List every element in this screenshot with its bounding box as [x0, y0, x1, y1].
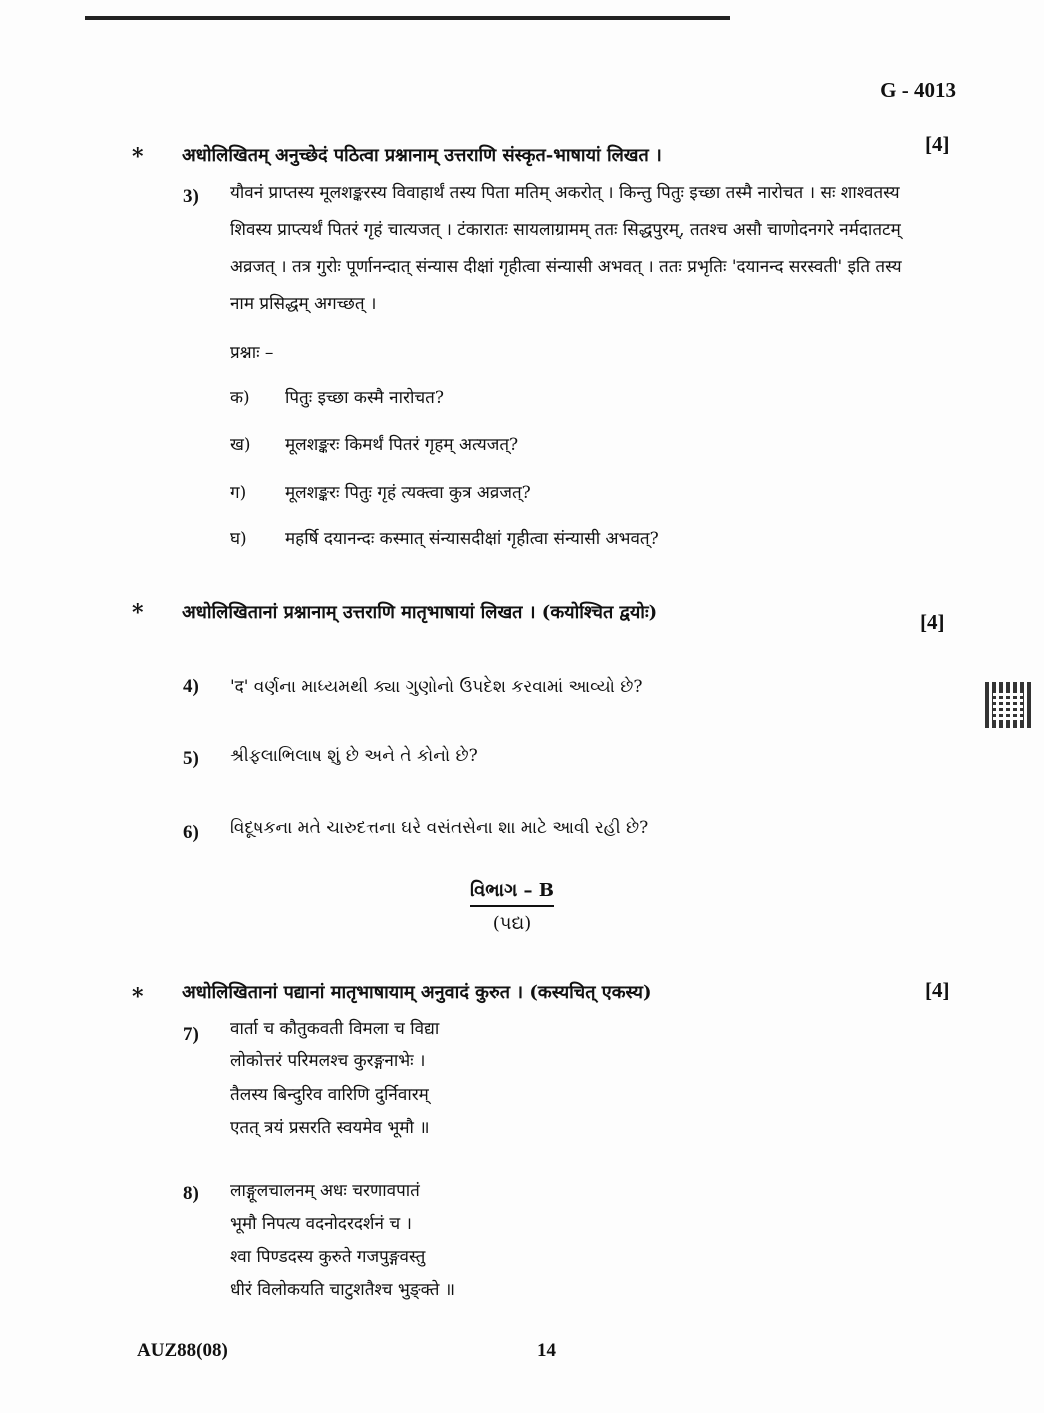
question-number: 6) [183, 822, 199, 843]
qr-code [985, 682, 1031, 728]
verse-line: श्वा पिण्डदस्य कुरुते गजपुङ्गवस्तु [230, 1247, 426, 1267]
question: 'द' વર્ણના માધ્યમથી ક્યા ગુણોનો ઉપદેશ કરવામાં આવ્યો છે? [230, 677, 643, 697]
verse-line: भूमौ निपत्य वदनोदरदर्शनं च । [230, 1214, 412, 1234]
top-rule [85, 16, 730, 20]
instruction: अधोलिखितानां प्रश्नानाम् उत्तराणि मातृभाषायां लिखत । (कयोश्चित द्वयोः) [182, 602, 658, 623]
question-number: 4) [183, 676, 199, 697]
marks: [4] [925, 978, 950, 1002]
subquestion-label: घ) [230, 529, 247, 549]
bullet-star: * [132, 984, 144, 1010]
instruction: अधोलिखितानां पद्यानां मातृभाषायाम् अनुवादं कुरुत । (कस्यचित् एकस्य) [182, 982, 652, 1003]
verse-line: एतत् त्रयं प्रसरति स्वयमेव भूमौ ॥ [230, 1118, 430, 1138]
marks: [4] [920, 610, 945, 634]
subquestion-label: क) [230, 388, 250, 408]
verse-line: लाङ्गूलचालनम् अधः चरणावपातं [230, 1181, 420, 1201]
verse-line: वार्ता च कौतुकवती विमला च विद्या [230, 1019, 440, 1039]
question: વિદૂષકના મતે ચારુદત્તના ઘરે વસંતસેના શા માટે આવી રહી છે? [230, 818, 649, 838]
subquestion: मूलशङ्करः किमर्थं पितरं गृहम् अत्यजत्? [285, 435, 519, 455]
paper-code: G - 4013 [880, 78, 956, 102]
instruction: अधोलिखितम् अनुच्छेदं पठित्वा प्रश्नानाम् उत्तराणि संस्कृत-भाषायां लिखत । [182, 145, 662, 166]
subquestion-label: ख) [230, 435, 251, 455]
section-title: વિભાગ – B [470, 880, 554, 907]
passage: यौवनं प्राप्तस्य मूलशङ्करस्य विवाहार्थं तस्य पिता मतिम् अकरोत् । किन्तु पितुः इच्छा तस्मै नारोचत । सः शाश्वतस्य शिवस्य प्राप्त्यर्थं पितरं गृहं चात्यजत् । टंकारातः सायलाग्रामम् ततः सिद्धपुरम्, ततश्च असौ चाणोदनगरे नर्मदातटम् अव्रजत् । तत्र गुरोः पूर्णानन्दात् संन्यास दीक्षां गृहीत्वा संन्यासी अभवत् । ततः प्रभृतिः 'दयानन्द सरस्वती' इति तस्य नाम प्रसिद्धम् अगच्छत् । [230, 183, 902, 314]
verse-line: तैलस्य बिन्दुरिव वारिणि दुर्निवारम् [230, 1085, 429, 1105]
question: શ્રીફલાભિલાષ શું છે અને તે કોનો છે? [230, 746, 478, 766]
page-number: 14 [537, 1340, 556, 1361]
subquestion: पितुः इच्छा कस्मै नारोचत? [285, 388, 444, 408]
section-subtitle: (પદ્ય) [492, 913, 532, 934]
bullet-star: * [132, 600, 144, 626]
question-number: 8) [183, 1183, 199, 1204]
verse-line: धीरं विलोकयति चाटुशतैश्च भुङ्क्ते ॥ [230, 1280, 456, 1300]
footer-code: AUZ88(08) [137, 1340, 228, 1361]
question-number: 3) [183, 186, 199, 207]
bullet-star: * [132, 144, 144, 170]
questions-prompt: प्रश्नाः – [230, 343, 274, 363]
question-number: 7) [183, 1024, 199, 1045]
marks: [4] [925, 132, 950, 156]
question-number: 5) [183, 748, 199, 769]
subquestion-label: ग) [230, 483, 247, 503]
section-heading [470, 880, 554, 934]
subquestion: मूलशङ्करः पितुः गृहं त्यक्त्वा कुत्र अव्रजत्? [285, 483, 531, 503]
verse-line: लोकोत्तरं परिमलश्च कुरङ्गनाभेः । [230, 1051, 426, 1071]
subquestion: महर्षि दयानन्दः कस्मात् संन्यासदीक्षां गृहीत्वा संन्यासी अभवत्? [285, 529, 659, 549]
